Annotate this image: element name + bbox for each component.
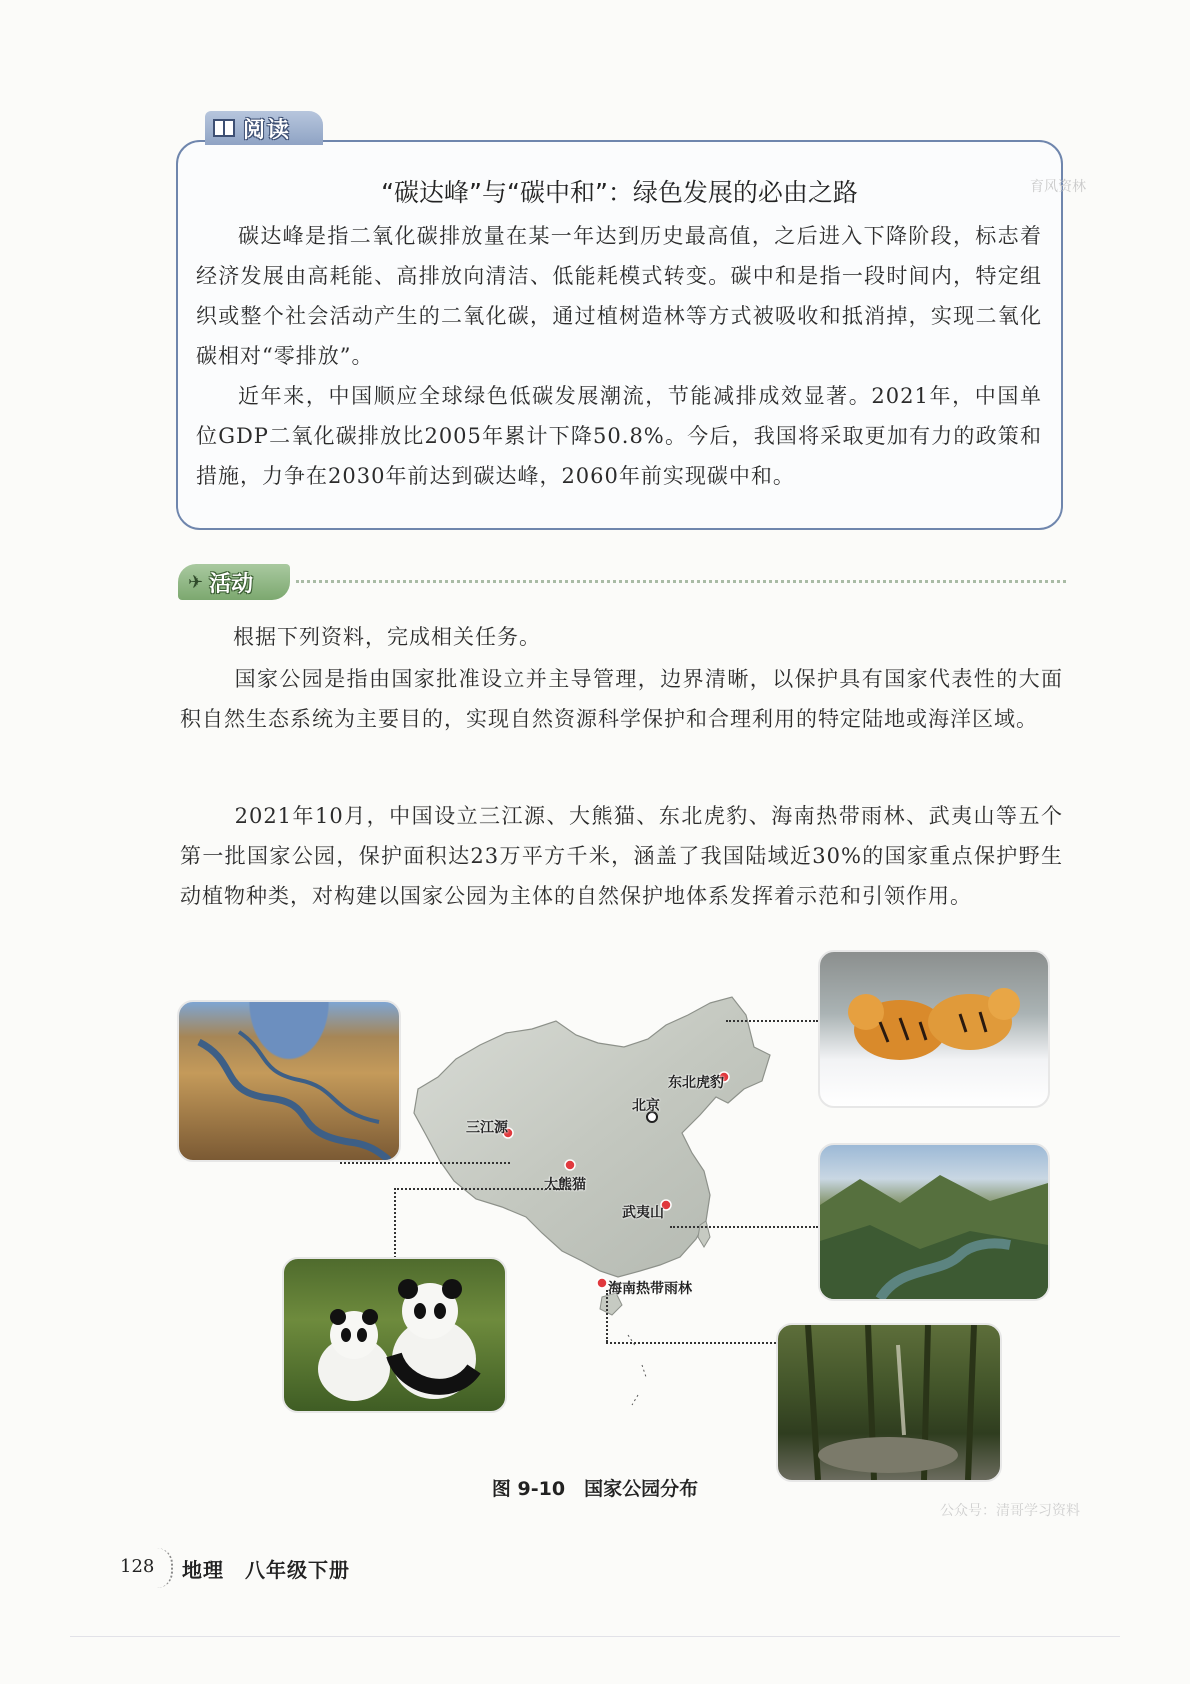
- bottom-rule: [70, 1636, 1120, 1637]
- label-dongbei: 东北虎豹: [668, 1075, 724, 1091]
- mountain-image: [820, 1145, 1048, 1299]
- panda-image: [284, 1259, 505, 1411]
- leader-sanjiangyuan: [340, 1162, 510, 1164]
- label-hainan: 海南热带雨林: [608, 1281, 692, 1297]
- book-icon: [213, 119, 235, 137]
- marker-daxiongmao: [565, 1160, 575, 1170]
- watermark-top: 育风资林: [1030, 179, 1086, 195]
- reading-paragraph-1: 碳达峰是指二氧化碳排放量在某一年达到历史最高值，之后进入下降阶段，标志着经济发展由高耗能、高排放向清洁、低能耗模式转变。碳中和是指一段时间内，特定组织或整个社会活动产生的二氧化碳，通过植树造林等方式被吸收和抵消掉，实现二氧化碳相对“零排放”。: [196, 224, 1042, 368]
- tiger-image: [820, 952, 1048, 1106]
- leader-panda-h: [394, 1188, 570, 1190]
- activity-paragraph-1: 国家公园是指由国家批准设立并主导管理，边界清晰，以保护具有国家代表性的大面积自然生态系统为主要目的，实现自然资源科学保护和合理利用的特定陆地或海洋区域。: [180, 667, 1063, 731]
- activity-paragraph-2: 2021年10月，中国设立三江源、大熊猫、东北虎豹、海南热带雨林、武夷山等五个第一批国家公园，保护面积达23万平方千米，涵盖了我国陆域近30%的国家重点保护野生动植物种类，对构建以国家公园为主体的自然保护地体系发挥着示范和引领作用。: [180, 804, 1063, 908]
- figure-caption: 图 9-10 国家公园分布: [491, 1478, 699, 1500]
- photo-pandas: [282, 1257, 507, 1413]
- photo-sanjiangyuan: [177, 1000, 401, 1162]
- label-beijing: 北京: [632, 1098, 660, 1114]
- footer-book-title: 地理 八年级下册: [182, 1558, 350, 1582]
- photo-rainforest: [776, 1323, 1002, 1482]
- reading-title: “碳达峰”与“碳中和”：绿色发展的必由之路: [381, 178, 858, 207]
- leader-hainan-v: [606, 1290, 608, 1342]
- reading-paragraph-2: 近年来，中国顺应全球绿色低碳发展潮流，节能减排成效显著。2021年，中国单位GDP二氧化碳排放比2005年累计下降50.8%。今后，我国将采取更加有力的政策和措施，力争在2030年前达到碳达峰，2060年前实现碳中和。: [196, 384, 1042, 488]
- watermark-bottom: 公众号：清哥学习资料: [940, 1503, 1080, 1519]
- photo-tigers: [818, 950, 1050, 1108]
- leader-dongbei: [726, 1020, 818, 1022]
- taiwan-island: [698, 1221, 710, 1247]
- activity-tag: [178, 564, 290, 600]
- reading-tag-label: 阅读: [243, 117, 292, 143]
- marker-hainan: [597, 1278, 607, 1288]
- label-daxiongmao: 大熊猫: [544, 1177, 586, 1193]
- leader-panda-v: [394, 1188, 396, 1258]
- page-number-decoration: [157, 1548, 173, 1588]
- activity-tag-label: 活动: [209, 571, 254, 597]
- activity-intro: 根据下列资料，完成相关任务。: [233, 625, 541, 649]
- reading-tag: [205, 111, 323, 145]
- activity-divider: [296, 580, 1066, 583]
- china-mainland: [414, 997, 770, 1277]
- label-sanjiangyuan: 三江源: [466, 1120, 508, 1136]
- south-sea-islands: [628, 1335, 646, 1405]
- page-number: 128: [120, 1556, 155, 1577]
- rainforest-image: [778, 1325, 1000, 1480]
- river-image: [179, 1002, 399, 1160]
- label-wuyishan: 武夷山: [622, 1205, 664, 1221]
- satellite-icon: ✈: [188, 571, 204, 593]
- leader-wuyishan: [670, 1226, 818, 1228]
- leader-hainan-h: [606, 1342, 776, 1344]
- photo-wuyishan: [818, 1143, 1050, 1301]
